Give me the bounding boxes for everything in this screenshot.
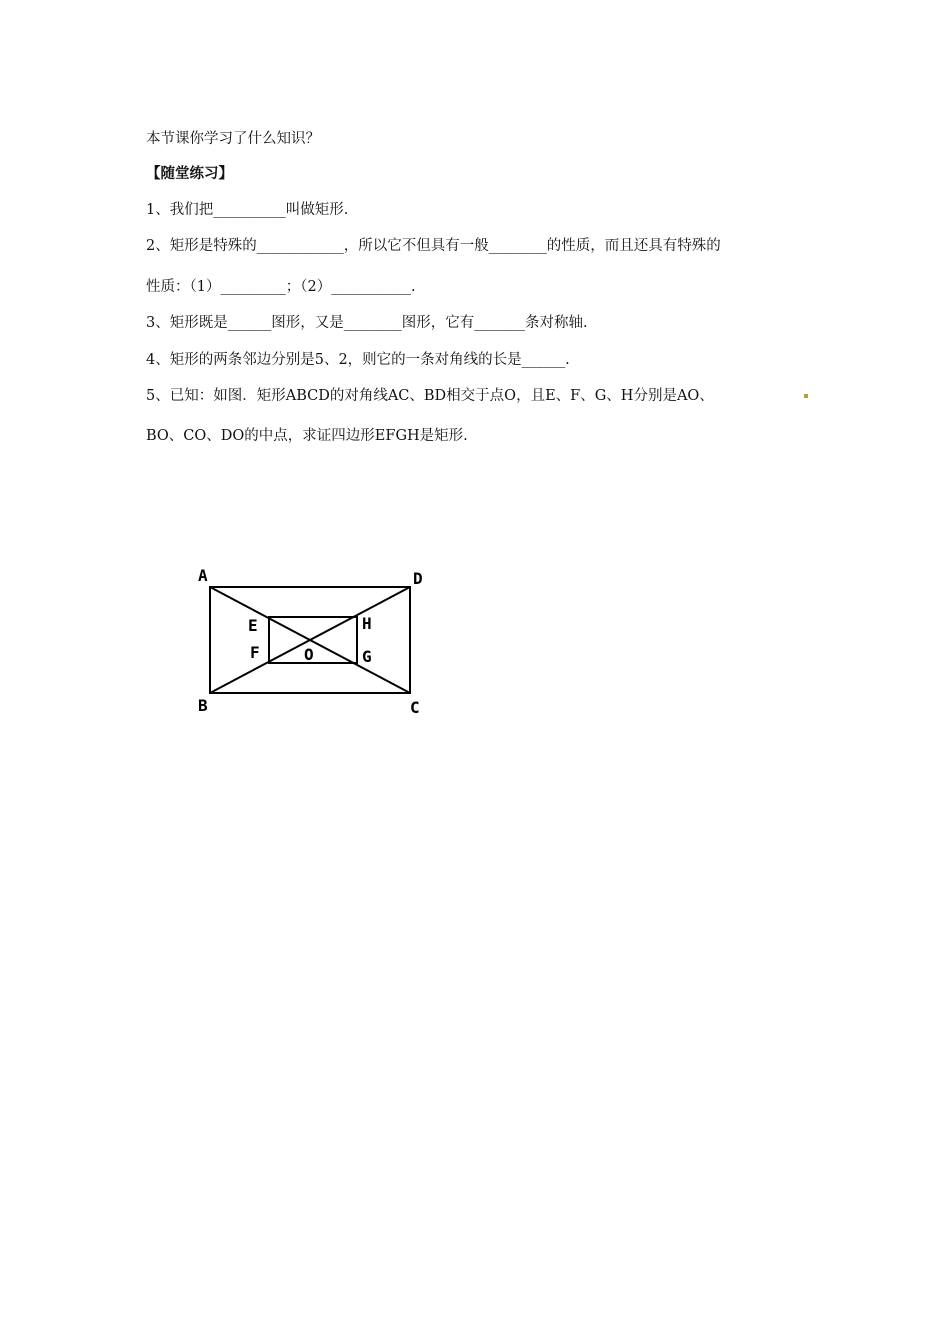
question-2-part-b: 性质：（1）_________；（2）___________. [146, 279, 416, 295]
label-h: H [362, 614, 372, 633]
question-4: 4、矩形的两条邻边分别是5、2，则它的一条对角线的长是______. [146, 352, 570, 368]
question-5-part-b: BO、CO、DO的中点，求证四边形EFGH是矩形. [146, 428, 468, 444]
label-d: D [413, 569, 423, 588]
intro-question: 本节课你学习了什么知识？ [146, 131, 320, 147]
label-f: F [250, 643, 260, 662]
question-3: 3、矩形既是______图形，又是________图形，它有_______条对称轴. [146, 315, 588, 331]
question-5-part-a: 5、已知：如图．矩形ABCD的对角线AC、BD相交于点O，且E、F、G、H分别是AO、 [146, 388, 714, 404]
label-o: O [304, 645, 314, 664]
label-e: E [248, 616, 258, 635]
rectangle-diagram [194, 562, 434, 722]
label-a: A [198, 566, 208, 585]
stray-dot-mark [804, 394, 808, 398]
label-g: G [362, 647, 372, 666]
question-1: 1、我们把__________叫做矩形. [146, 202, 349, 218]
section-heading: 【随堂练习】 [146, 165, 233, 182]
question-2-part-a: 2、矩形是特殊的____________，所以它不但具有一般________的性质，而且还具有特殊的 [146, 238, 721, 254]
label-b: B [198, 696, 208, 715]
label-c: C [410, 698, 420, 717]
